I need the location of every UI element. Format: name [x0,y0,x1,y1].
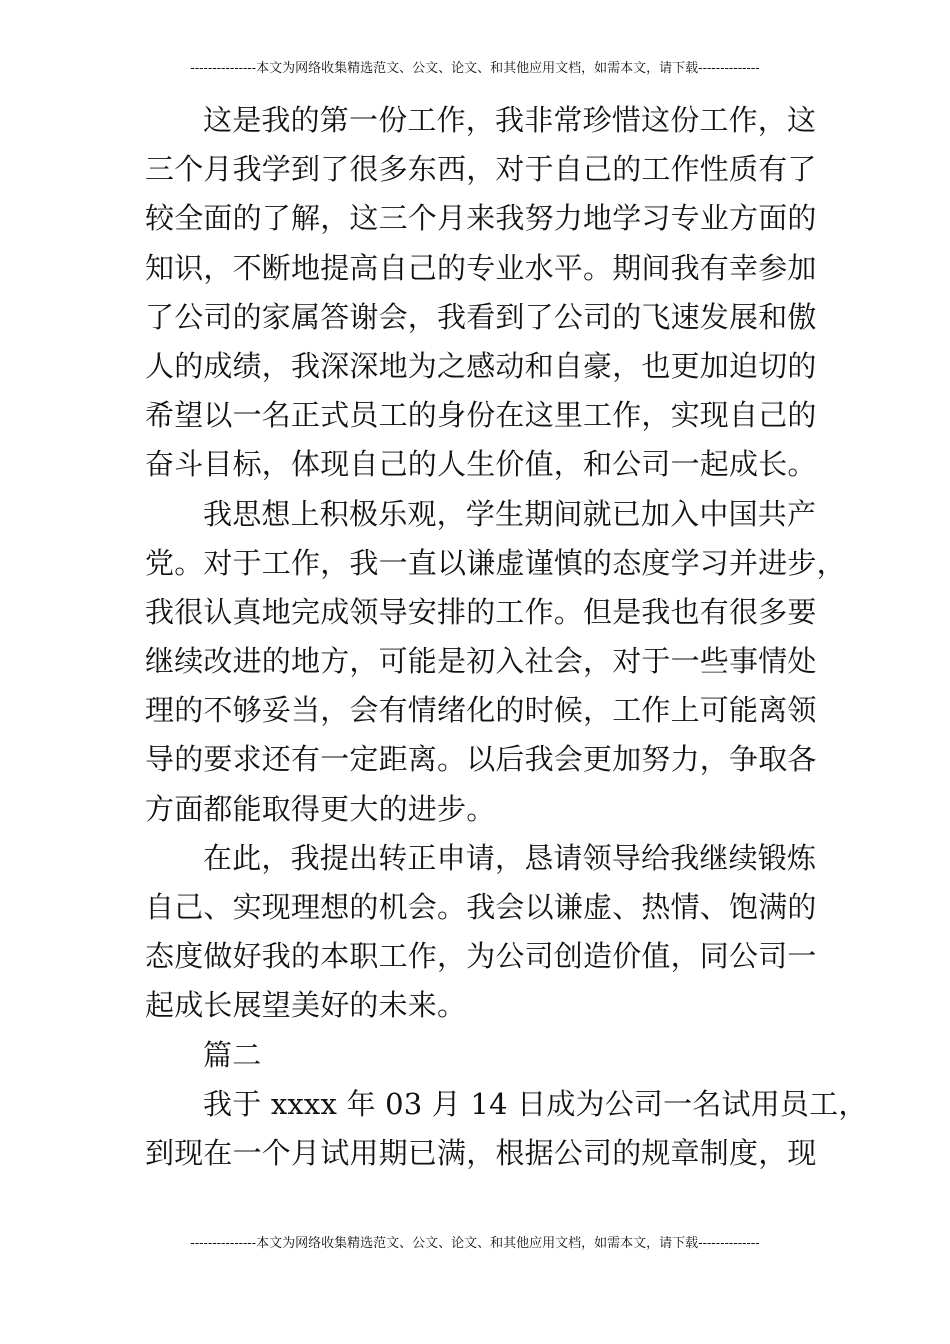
paragraph-1-line-3: 较全面的了解，这三个月来我努力地学习专业方面的 [145,201,817,236]
paragraph-2-line-1: 我思想上积极乐观，学生期间就已加入中国共产 [203,496,817,531]
paragraph-1-line-7: 希望以一名正式员工的身份在这里工作，实现自己的 [145,398,817,433]
paragraph-2-line-2: 党。对于工作，我一直以谦虚谨慎的态度学习并进步， [145,545,846,580]
page-footer: ---------------本文为网络收集精选范文、公文、论文、和其他应用文档，如需本文，请下载-------------- [190,1236,760,1251]
section-heading: 篇二 [203,1037,262,1072]
paragraph-3-line-1: 在此，我提出转正申请，恳请领导给我继续锻炼 [203,840,817,875]
paragraph-2-line-3: 我很认真地完成领导安排的工作。但是我也有很多要 [145,594,817,629]
paragraph-4-line-1: 我于 xxxx 年 03 月 14 日成为公司一名试用员工， [203,1086,868,1121]
page-header: ---------------本文为网络收集精选范文、公文、论文、和其他应用文档，如需本文，请下载-------------- [190,61,760,76]
paragraph-2-line-7: 方面都能取得更大的进步。 [145,791,496,826]
paragraph-1-line-5: 了公司的家属答谢会，我看到了公司的飞速发展和傲 [145,299,817,334]
paragraph-3-line-3: 态度做好我的本职工作，为公司创造价值，同公司一 [145,939,817,974]
paragraph-4-line-2: 到现在一个月试用期已满，根据公司的规章制度，现 [145,1135,817,1170]
paragraph-1-line-8: 奋斗目标，体现自己的人生价值，和公司一起成长。 [145,447,817,482]
paragraph-2-line-5: 理的不够妥当，会有情绪化的时候，工作上可能离领 [145,693,817,728]
paragraph-1-line-1: 这是我的第一份工作，我非常珍惜这份工作，这 [203,103,817,137]
paragraph-2-line-6: 导的要求还有一定距离。以后我会更加努力，争取各 [145,742,817,777]
paragraph-3-line-2: 自己、实现理想的机会。我会以谦虚、热情、饱满的 [145,890,817,924]
paragraph-1-line-4: 知识，不断地提高自己的专业水平。期间我有幸参加 [145,250,817,285]
paragraph-3-line-4: 起成长展望美好的未来。 [145,988,467,1023]
paragraph-1-line-2: 三个月我学到了很多东西，对于自己的工作性质有了 [145,152,817,187]
paragraph-2-line-4: 继续改进的地方，可能是初入社会，对于一些事情处 [145,644,817,679]
document-body [145,96,868,1178]
paragraph-1-line-6: 人的成绩，我深深地为之感动和自豪，也更加迫切的 [145,348,817,383]
